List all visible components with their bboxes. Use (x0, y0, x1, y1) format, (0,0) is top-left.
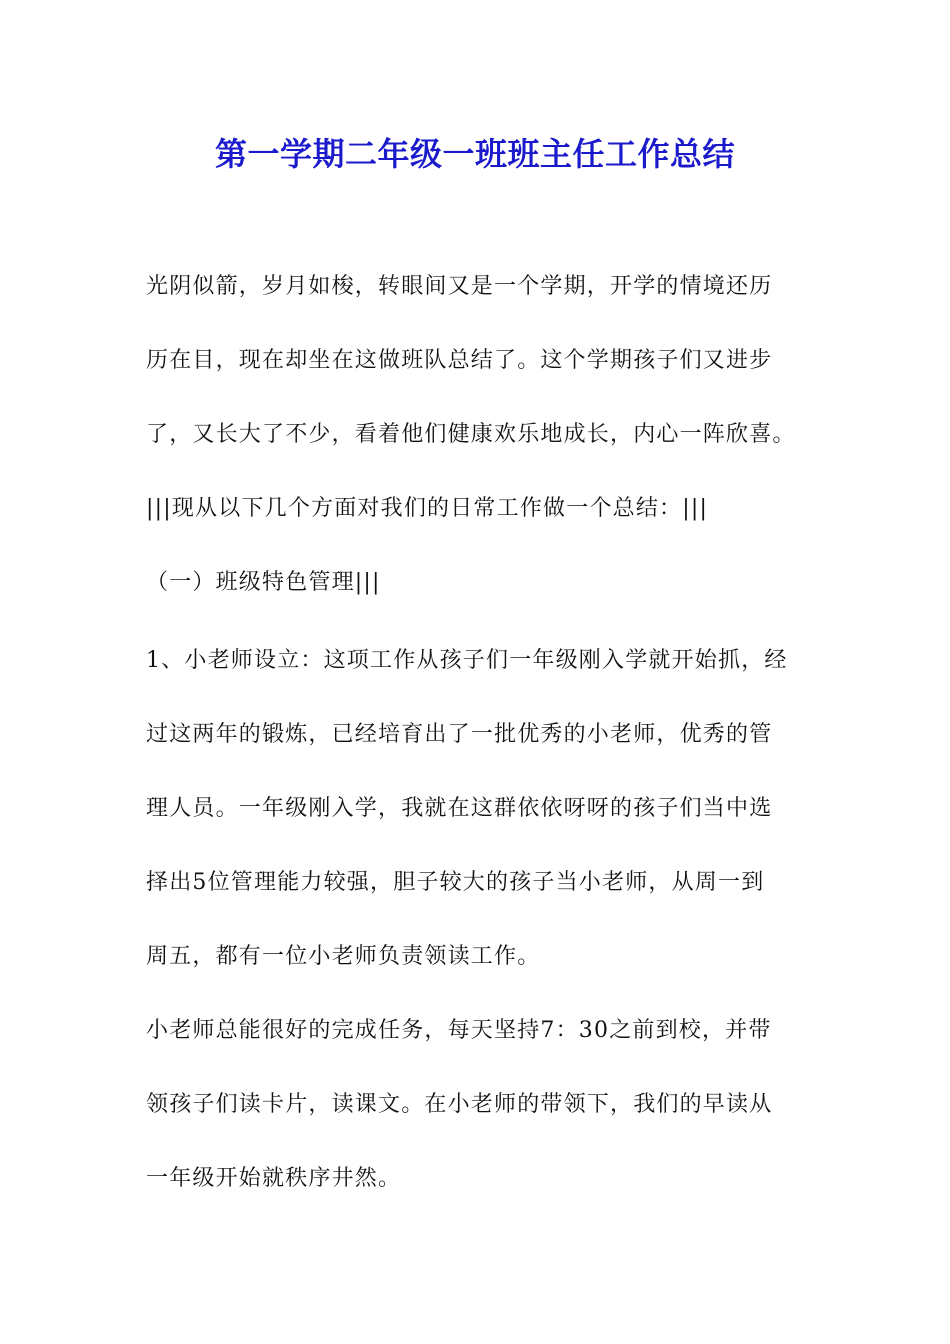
paragraph-line: 小老师总能很好的完成任务，每天坚持7：30之前到校，并带 (146, 1018, 772, 1043)
paragraph-line: 周五，都有一位小老师负责领读工作。 (146, 944, 541, 969)
paragraph-line: 领孩子们读卡片，读课文。在小老师的带领下，我们的早读从 (146, 1092, 773, 1117)
paragraph-summary-intro (146, 472, 816, 546)
document-title: 第一学期二年级一班班主任工作总结 (214, 135, 735, 173)
section-heading (146, 546, 816, 620)
paragraph-morning-reading (146, 994, 816, 1216)
paragraph-line: 理人员。一年级刚入学，我就在这群依依呀呀的孩子们当中选 (146, 796, 773, 821)
paragraph-line: 一年级开始就秩序井然。 (146, 1166, 402, 1191)
paragraph-line: |||现从以下几个方面对我们的日常工作做一个总结：||| (146, 496, 709, 521)
section-heading-text: （一）班级特色管理||| (146, 570, 381, 595)
paragraph-line: 光阴似箭，岁月如梭，转眼间又是一个学期，开学的情境还历 (146, 274, 773, 299)
paragraph-little-teacher (146, 624, 816, 994)
paragraph-line: 过这两年的锻炼，已经培育出了一批优秀的小老师，优秀的管 (146, 722, 773, 747)
paragraph-line: 1、小老师设立：这项工作从孩子们一年级刚入学就开始抓，经 (146, 648, 788, 673)
paragraph-line: 历在目，现在却坐在这做班队总结了。这个学期孩子们又进步 (146, 348, 773, 373)
paragraph-intro (146, 250, 816, 472)
paragraph-line: 择出5位管理能力较强，胆子较大的孩子当小老师，从周一到 (146, 870, 765, 895)
paragraph-line: 了，又长大了不少，看着他们健康欢乐地成长，内心一阵欣喜。 (146, 422, 796, 447)
